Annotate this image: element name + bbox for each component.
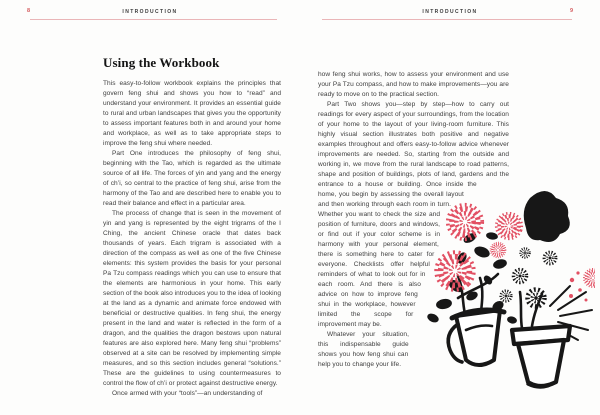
right-pot [512, 326, 570, 387]
paragraph: Part One introduces the philosophy of feng shui, beginning with the Tao, which is regarded as the ultimate source of all life. The forces of yin and yang and the energy of ch’i, so central to the practice of feng shui, arise from the harmony of the Tao and are described here to enable you to read their balance and effect in a particular area. [103, 149, 281, 207]
paragraph: Part Two shows you—step by step—how to carry out readings for every aspect of your surroundings, from the location of your home to the layout of your living-room furniture. This highly visual section illustrates both positive and negative examples throughout and offers easy-to-follow advice whenever improvements are needed. So, starting from the outside and working in, we move from the rural landscape to road patterns, shape and position of buildings, plots of land, gardens and the entrance to a house or building. Once inside the home, you begin by assessing the overall layout and then working through each room in turn. Whether you want to check the size and position of furniture, doors and windows, or find out if your color scheme is in harmony with your personal element, there is something here to cater for everyone. Checklists offer helpful reminders of what to look out for in each room. And there is also advice on how to improve feng shui in the workplace, however limited the scope for improvement may be. [318, 101, 509, 328]
paragraph: how feng shui works, how to assess your environment and use your Pa Tzu compass, and how to make improvements—you are ready to move on to the practical section. [318, 71, 509, 98]
foliage [426, 191, 570, 325]
paragraph: This easy-to-follow workbook explains the principles that govern feng shui and shows you how to “read” and understand your environment. It provides an essential guide to rural and urban landscapes that gives you the opportunity to assess important features both in and around your home and workplace, as well as to take appropriate steps to improve the feng shui where needed. [103, 79, 281, 147]
paragraph: Once armed with your “tools”—an understanding of [112, 389, 263, 397]
page-right [300, 0, 600, 415]
paragraph: The process of change that is seen in the movement of yin and yang is represented by the eight trigrams of the I Ching, the ancient Chinese oracle that dates back thousands of years. Each trigram is associated with a direction of the compass as well as one of the five Chinese elements: this system provides the basis for your personal Pa Tzu compass readings which you can use to ensure that the elements are harmonious in your home. This early section of the book also introduces you to the idea of looking at the land as a dynamic and animate force endowed with beneficial or destructive qualities. In feng shui, the energy present in the land and water is reflected in the form of a dragon, and the qualities the dragon bestows upon natural features are also explored here. Many feng shui “problems” observed at a site can be resolved by implementing simple measures, and so this section includes general “solutions.” These are the guidelines to using countermeasures to control the flow of ch’i or protect against destructive energy. [103, 209, 281, 387]
page-number-left: 8 [27, 8, 31, 14]
header-rule-right [322, 19, 572, 20]
section-title: Using the Workbook [103, 55, 220, 70]
left-pot [448, 310, 504, 365]
chrysanthemums [428, 205, 595, 298]
left-text-column [103, 56, 281, 399]
header-rule-left [30, 19, 277, 20]
daisies [501, 248, 556, 306]
flower-pots-illustration [400, 178, 595, 415]
running-head-left: INTRODUCTION [122, 9, 178, 15]
page-number-right: 9 [569, 8, 573, 14]
paragraph: Whatever your situation, this indispensable guide shows you how feng shui can help you to change your life. [318, 331, 409, 368]
running-head-right: INTRODUCTION [422, 9, 478, 15]
